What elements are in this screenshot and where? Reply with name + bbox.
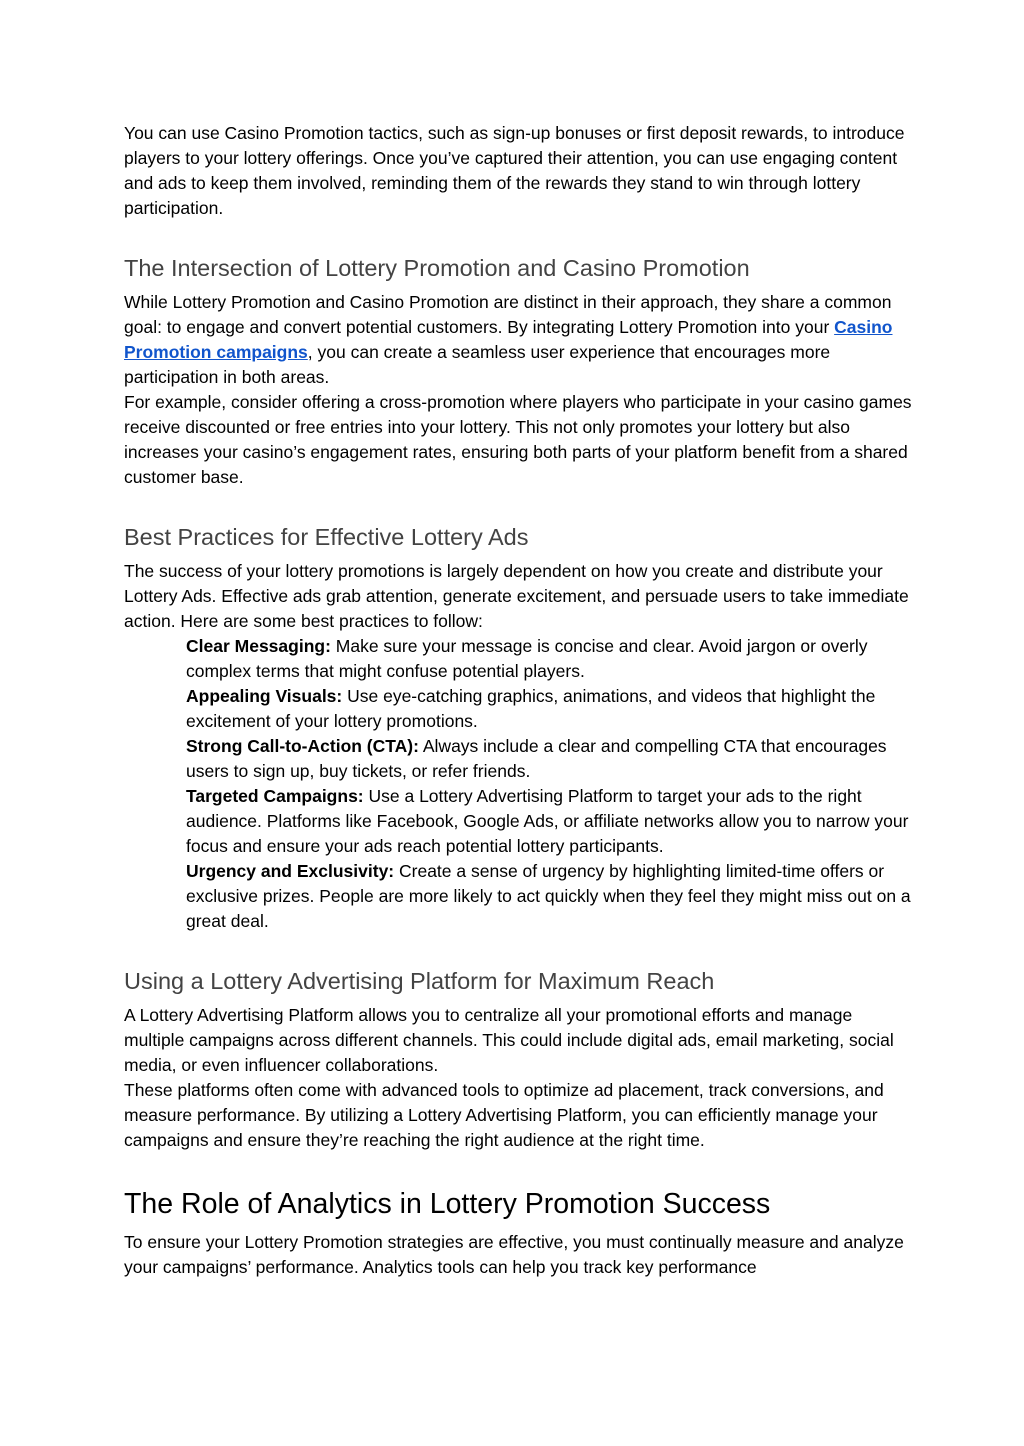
list-item bbox=[186, 734, 914, 784]
list-item-term: Urgency and Exclusivity: bbox=[186, 861, 395, 881]
intersection-p1-text-after: , you can create a seamless user experience that encourages more participation in both areas. bbox=[124, 342, 831, 387]
section-heading-best-practices: Best Practices for Effective Lottery Ads bbox=[124, 524, 529, 550]
intersection-paragraph-2: For example, consider offering a cross-promotion where players who participate in your casino games receive discounted or free entries into your lottery. This not only promotes your lottery but also increases your casino’s engagement rates, ensuring both parts of your platform benefit from a shared customer base. bbox=[124, 392, 912, 487]
list-item-text: Use eye-catching graphics, animations, and videos that highlight the excitement of your lottery promotions. bbox=[186, 686, 876, 731]
analytics-paragraph-1: To ensure your Lottery Promotion strategies are effective, you must continually measure and analyze your campaigns’ performance. Analytics tools can help you track key performance bbox=[124, 1232, 904, 1277]
list-item-term: Clear Messaging: bbox=[186, 636, 331, 656]
list-item bbox=[186, 634, 914, 684]
list-item bbox=[186, 684, 914, 734]
list-item bbox=[186, 859, 914, 934]
platform-paragraph-1: A Lottery Advertising Platform allows you to centralize all your promotional efforts and manage multiple campaigns across different channels. This could include digital ads, email marketing, social media, or even influencer collaborations. bbox=[124, 1005, 894, 1075]
best-practices-list bbox=[124, 634, 914, 934]
best-practices-intro: The success of your lottery promotions is largely dependent on how you create and distribute your Lottery Ads. Effective ads grab attention, generate excitement, and persuade users to take immediate action. Here are some best practices to follow: bbox=[124, 561, 909, 631]
intersection-p1-text-before: While Lottery Promotion and Casino Promotion are distinct in their approach, they share a common goal: to engage and convert potential customers. By integrating Lottery Promotion into your bbox=[124, 292, 892, 337]
list-item-term: Strong Call-to-Action (CTA): bbox=[186, 736, 419, 756]
document-page bbox=[124, 121, 914, 1280]
section-heading-analytics: The Role of Analytics in Lottery Promotion Success bbox=[124, 1188, 771, 1220]
list-item bbox=[186, 784, 914, 859]
list-item-text: Use a Lottery Advertising Platform to target your ads to the right audience. Platforms like Facebook, Google Ads, or affiliate networks allow you to narrow your focus and ensure your ads reach potential lottery participants. bbox=[186, 786, 909, 856]
casino-promotion-campaigns-link[interactable]: Casino Promotion campaigns bbox=[124, 317, 893, 362]
intersection-paragraph-1 bbox=[124, 290, 914, 390]
intro-paragraph: You can use Casino Promotion tactics, such as sign-up bonuses or first deposit rewards, to introduce players to your lottery offerings. Once you’ve captured their attention, you can use engaging content and ads to keep them involved, reminding them of the rewards they stand to win through lottery participation. bbox=[124, 123, 905, 218]
platform-paragraph-2: These platforms often come with advanced tools to optimize ad placement, track conversions, and measure performance. By utilizing a Lottery Advertising Platform, you can efficiently manage your campaigns and ensure they’re reaching the right audience at the right time. bbox=[124, 1080, 884, 1150]
list-item-term: Appealing Visuals: bbox=[186, 686, 343, 706]
section-heading-platform: Using a Lottery Advertising Platform for Maximum Reach bbox=[124, 968, 715, 994]
list-item-text: Always include a clear and compelling CTA that encourages users to sign up, buy tickets, or refer friends. bbox=[186, 736, 887, 781]
list-item-text: Create a sense of urgency by highlighting limited-time offers or exclusive prizes. People are more likely to act quickly when they feel they might miss out on a great deal. bbox=[186, 861, 911, 931]
list-item-text: Make sure your message is concise and clear. Avoid jargon or overly complex terms that might confuse potential players. bbox=[186, 636, 868, 681]
list-item-term: Targeted Campaigns: bbox=[186, 786, 364, 806]
section-heading-intersection: The Intersection of Lottery Promotion and Casino Promotion bbox=[124, 255, 750, 281]
